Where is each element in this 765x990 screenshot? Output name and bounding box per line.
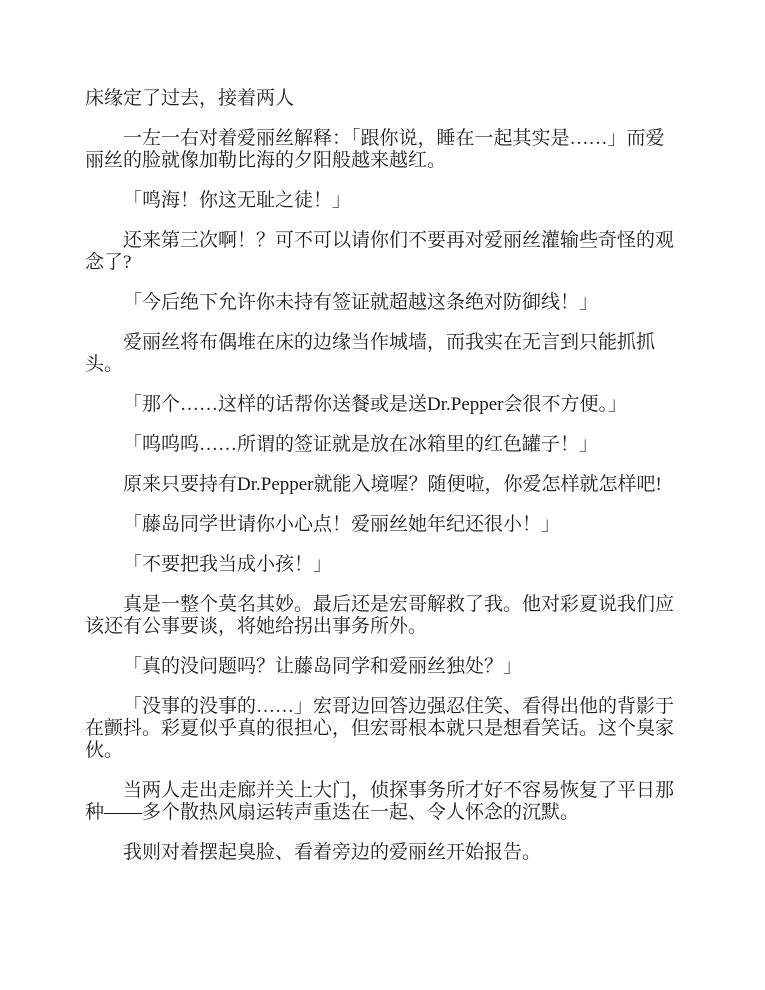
- paragraph: 「今后绝下允许你未持有签证就超越这条绝对防御线！」: [123, 292, 599, 313]
- paragraph: 「没事的没事的……」宏哥边回答边强忍住笑、看得出他的背影于在颤抖。彩夏似乎真的很担心，但宏哥根本就只是想看笑话。这个臭家伙。: [85, 696, 675, 761]
- paragraph: 「呜呜呜……所谓的签证就是放在冰箱里的红色罐子！」: [123, 434, 599, 455]
- paragraph: 「藤岛同学世请你小心点！爱丽丝她年纪还很小！」: [123, 514, 561, 535]
- paragraph: 还来第三次啊！？可不可以请你们不要再对爱丽丝灌输些奇怪的观念了?: [85, 230, 675, 273]
- paragraph: 床缘定了过去，接着两人: [85, 88, 295, 109]
- paragraph: 真是一整个莫名其妙。最后还是宏哥解救了我。他对彩夏说我们应该还有公事要谈，将她给拐出事务所外。: [85, 594, 675, 637]
- paragraph: 「不要把我当成小孩！」: [123, 554, 333, 575]
- paragraph: 「真的没问题吗？让藤岛同学和爱丽丝独处？」: [123, 656, 523, 677]
- paragraph: 「那个……这样的话帮你送餐或是送Dr.Pepper会很不方便。」: [123, 394, 628, 415]
- paragraph: 爱丽丝将布偶堆在床的边缘当作城墙，而我实在无言到只能抓抓头。: [85, 332, 656, 375]
- paragraph: 我则对着摆起臭脸、看着旁边的爱丽丝开始报告。: [123, 842, 542, 863]
- paragraph: 一左一右对着爱丽丝解释：「跟你说，睡在一起其实是……」而爱丽丝的脸就像加勒比海的夕阳般越来越红。: [85, 128, 665, 171]
- paragraph: 「鸣海！你这无耻之徒！」: [123, 190, 352, 211]
- paragraph: 原来只要持有Dr.Pepper就能入境喔？随便啦，你爱怎样就怎样吧!: [123, 474, 662, 495]
- paragraph: 当两人走出走廊并关上大门，侦探事务所才好不容易恢复了平日那种——多个散热风扇运转声重迭在一起、令人怀念的沉默。: [85, 780, 675, 823]
